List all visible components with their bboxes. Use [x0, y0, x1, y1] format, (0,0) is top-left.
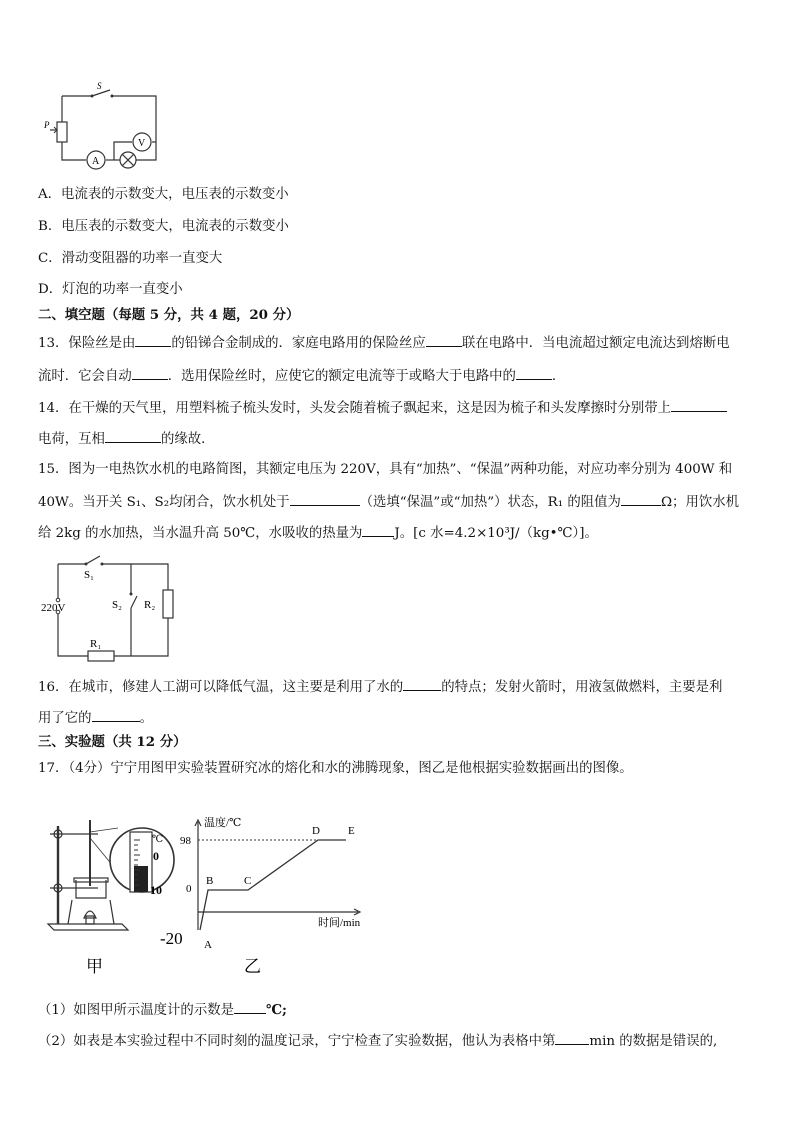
- q16-blank-1: [403, 677, 441, 691]
- question-14-line-1: [38, 398, 727, 418]
- s1-label: S₁: [84, 569, 94, 581]
- y-tick-minus20: -20: [160, 929, 183, 948]
- q13-text-4: 流时．它会自动: [38, 369, 132, 384]
- q15-blank-1: [290, 492, 360, 506]
- q15-text-2: 40W。当开关 S₁、S₂均闭合，饮水机处于: [38, 495, 290, 510]
- question-16-line-2: [38, 708, 153, 728]
- figure-yi-caption: 乙: [244, 957, 261, 976]
- question-15-line-2: [38, 492, 739, 512]
- question-17-sub-2: [38, 1031, 717, 1051]
- point-label-b: B: [206, 875, 214, 887]
- thermometer-tick-0: 0: [153, 849, 159, 863]
- option-d: D．灯泡的功率一直变小: [38, 282, 183, 297]
- point-label-d: D: [312, 825, 320, 837]
- circuit-diagram-1: [40, 78, 170, 174]
- q13-text-6: ．: [551, 369, 566, 384]
- thermometer-tick-10: 10: [150, 883, 162, 897]
- rheostat-label: P: [44, 120, 50, 130]
- q15-text-1: 15．图为一电热饮水机的电路简图，其额定电压为 220V，具有“加热”、“保温”两种功能，对应功率分别为 400W 和: [38, 462, 733, 477]
- question-15-line-1: [38, 461, 732, 479]
- q14-text-1: 14．在干燥的天气里，用塑料梳子梳头发时，头发会随着梳子飘起来，这是因为梳子和头发摩擦时分别带上: [38, 401, 672, 416]
- q13-text-1: 13．保险丝是由: [38, 336, 136, 351]
- question-17-sub-1: [38, 1000, 287, 1020]
- q14-text-3: 的缘故．: [160, 432, 215, 447]
- point-label-a: A: [204, 939, 212, 951]
- x-axis-label: 时间/min: [318, 917, 361, 929]
- q16-text-3: 用了它的: [38, 711, 92, 726]
- question-15-line-3: [38, 523, 598, 543]
- question-13-line-2: [38, 366, 565, 386]
- point-label-e: E: [348, 825, 355, 837]
- circuit-diagram-2: [38, 552, 188, 664]
- q17-sub2-text-b: min 的数据是错误的,: [589, 1034, 718, 1049]
- question-16-line-1: [38, 677, 722, 697]
- question-14-line-2: [38, 429, 215, 449]
- q17-sub2-text-a: （2）如表是本实验过程中不同时刻的温度记录，宁宁检查了实验数据，他认为表格中第: [38, 1034, 556, 1049]
- q17-blank-2: [555, 1031, 589, 1045]
- q15-text-4: Ω；用饮水机: [660, 495, 740, 510]
- q13-blank-4: [516, 366, 552, 380]
- q16-text-4: 。: [139, 711, 153, 726]
- option-b: B．电压表的示数变大，电流表的示数变小: [38, 219, 289, 234]
- q16-blank-2: [92, 708, 140, 722]
- q13-blank-1: [135, 333, 171, 347]
- q17-sub1-text-a: （1）如图甲所示温度计的示数是: [38, 1003, 234, 1018]
- q13-text-3: 联在电路中．当电流超过额定电流达到熔断电: [461, 336, 730, 351]
- q15-text-5: 给 2kg 的水加热，当水温升高 50℃，水吸收的热量为: [38, 526, 363, 541]
- q13-blank-2: [426, 333, 462, 347]
- section-2-title: 二、填空题（每题 5 分，共 4 题，20 分）: [38, 307, 300, 323]
- q13-text-2: 的铅锑合金制成的．家庭电路用的保险丝应: [171, 336, 426, 351]
- q15-text-6: J。[c 水=4.2×10³J/（kg•℃）]。: [394, 526, 598, 541]
- q16-text-2: 的特点；发射火箭时，用液氢做燃料，主要是利: [441, 680, 723, 695]
- option-c: C．滑动变阻器的功率一直变大: [38, 251, 223, 266]
- voltmeter-label: V: [138, 138, 146, 149]
- q15-blank-3: [362, 523, 394, 537]
- y-tick-98: 98: [180, 835, 191, 847]
- question-17-intro: 17．（4分）宁宁用图甲实验装置研究冰的熔化和水的沸腾现象，图乙是他根据实验数据画出的图像。: [38, 761, 633, 776]
- s2-label: S₂: [112, 599, 122, 611]
- q17-sub1-text-b: ℃;: [266, 1002, 287, 1018]
- y-tick-0: 0: [186, 883, 192, 895]
- section-3-title: 三、实验题（共 12 分）: [38, 734, 187, 750]
- q13-blank-3: [132, 366, 168, 380]
- r2-label: R₂: [144, 599, 156, 611]
- y-axis-label: 温度/℃: [204, 817, 242, 829]
- q13-text-5: ．选用保险丝时，应使它的额定电流等于或略大于电路中的: [167, 369, 516, 384]
- q14-blank-1: [671, 398, 727, 412]
- q16-text-1: 16．在城市，修建人工湖可以降低气温，这主要是利用了水的: [38, 680, 404, 695]
- option-a: A．电流表的示数变大，电压表的示数变小: [38, 187, 289, 202]
- rheostat-symbol: [57, 122, 67, 142]
- q15-text-3: （选填“保温”或“加热”）状态，R₁ 的阻值为: [359, 495, 621, 510]
- switch-label: S: [97, 81, 102, 91]
- voltage-label: 220V: [41, 602, 66, 614]
- ammeter-label: A: [92, 156, 100, 167]
- q15-blank-2: [621, 492, 661, 506]
- r2-resistor: [163, 590, 173, 618]
- thermometer-unit: ℃: [152, 834, 164, 845]
- r1-resistor: [88, 651, 114, 661]
- figure-jia-caption: 甲: [86, 957, 103, 976]
- figure-yi-chart: [158, 812, 378, 982]
- q14-blank-2: [105, 429, 161, 443]
- r1-label: R₁: [90, 638, 102, 650]
- q14-text-2: 电荷，互相: [38, 432, 105, 447]
- question-13-line-1: [38, 333, 730, 353]
- q17-blank-1: [234, 1000, 266, 1014]
- point-label-c: C: [244, 875, 252, 887]
